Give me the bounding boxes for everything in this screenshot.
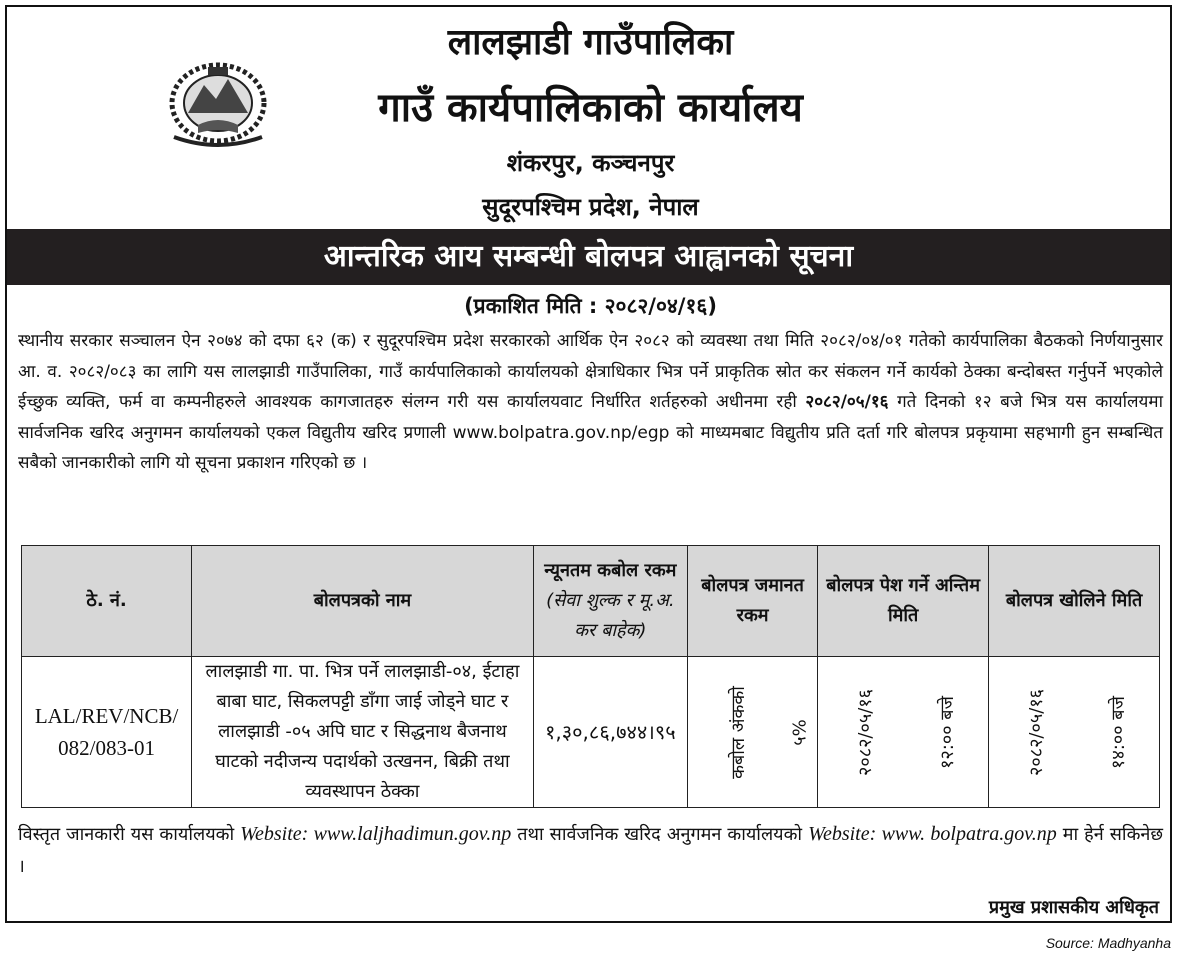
notice-body	[18, 326, 1163, 479]
table-row	[22, 657, 1160, 808]
cell-name: लालझाडी गा. पा. भित्र पर्ने लालझाडी-०४, ईटाहा बाबा घाट, सिकलपट्टी डाँगा जाई जोड्ने घाट र लालझाडी -०५ अपि घाट र सिद्धनाथ बैजनाथ घाटको नदीजन्य पदार्थको उत्खनन, बिक्री तथा व्यवस्थापन ठेक्का	[192, 657, 534, 808]
opening-date: २०८२/०५/१६	[1026, 688, 1048, 776]
guarantee-percent: ५%	[789, 718, 811, 746]
footer-text2: तथा सार्वजनिक खरिद अनुगमन कार्यालयको	[511, 824, 809, 845]
table-header-row	[22, 546, 1160, 657]
cell-guarantee	[687, 657, 817, 808]
body-part1: स्थानीय सरकार सञ्चालन ऐन २०७४ को दफा ६२ (क) र सुदूरपश्चिम प्रदेश सरकारको आर्थिक ऐन २०८२ को व्यवस्था तथा मिति २०८२/०४/०१ गतेको कार्यपालिका बैठकको निर्णयानुसार आ. व. २०८२/०८३ का लागि यस लालझाडी गाउँपालिका, गाउँ कार्यपालिकाको कार्यालयको क्षेत्राधिकार भित्र पर्ने प्राकृतिक स्रोत कर संकलन गर्ने कार्यको ठेक्का बन्दोबस्त गर्नुपर्ने भएकोले ईच्छुक व्यक्ति, फर्म वा कम्पनीहरुले आवश्यक कागजातहरु संलग्न गरी यस कार्यालयवाट निर्धारित शर्तहरुको अधीनमा रही	[18, 331, 1163, 413]
cell-amount: १,३०,८६,७४४।९५	[533, 657, 687, 808]
office-name: गाउँ कार्यपालिकाको कार्यालय	[378, 85, 803, 131]
footer-text1: विस्तृत जानकारी यस कार्यालयको	[18, 824, 241, 845]
footer-note	[18, 818, 1163, 883]
municipality-name: लालझाडी गाउँपालिका	[447, 22, 734, 63]
deadline-time: १२:०० बजे	[937, 695, 959, 769]
notice-title: आन्तरिक आय सम्बन्धी बोलपत्र आह्वानको सूचना	[7, 229, 1170, 285]
serial-part-b: 082/083-01	[58, 736, 155, 760]
cell-opening	[989, 657, 1160, 808]
signatory: प्रमुख प्रशासकीय अधिकृत	[988, 897, 1159, 918]
footer-text3: मा हेर्न सकिनेछ ।	[18, 824, 1164, 877]
source-credit: Source: Madhyanha	[1045, 935, 1171, 951]
col-amount	[533, 546, 687, 657]
office-address: शंकरपुर, कञ्चनपुर	[506, 149, 675, 177]
province-country: सुदूरपश्चिम प्रदेश, नेपाल	[482, 193, 699, 221]
col-amount-main: न्यूनतम कबोल रकम	[544, 560, 677, 581]
col-serial: ठे. नं.	[22, 546, 192, 657]
tender-table	[21, 545, 1160, 808]
col-guarantee: बोलपत्र जमानत रकम	[687, 546, 817, 657]
col-amount-note: (सेवा शुल्क र मू.अ. कर बाहेक)	[546, 590, 675, 641]
opening-time: १४:०० बजे	[1108, 695, 1130, 769]
deadline-date: २०८२/०५/१६	[855, 688, 877, 776]
serial-part-a: LAL/REV/NCB/	[34, 704, 179, 728]
body-part2: गते दिनको १२ बजे भित्र यस कार्यालयमा सार्वजनिक खरिद अनुगमन कार्यालयको एकल विद्युतीय खरिद प्रणाली www.bolpatra.gov.np/egp को माध्यमबाट विद्युतीय प्रति दर्ता गरि बोलपत्र प्रकृयामा सहभागी हुन सम्बन्धित सबैको जानकारीको लागि यो सूचना प्रकाशन गरिएको छ ।	[18, 392, 1163, 474]
cell-serial	[22, 657, 192, 808]
col-deadline: बोलपत्र पेश गर्ने अन्तिम मिति	[818, 546, 989, 657]
body-deadline: २०८२/०५/१६	[805, 392, 889, 413]
guarantee-text: कबोल अंकको	[727, 685, 749, 779]
footer-website-1[interactable]: Website: www.laljhadimun.gov.np	[240, 823, 512, 845]
col-opening: बोलपत्र खोलिने मिति	[989, 546, 1160, 657]
footer-website-2[interactable]: Website: www. bolpatra.gov.np	[808, 823, 1057, 845]
cell-deadline	[818, 657, 989, 808]
published-date: (प्रकाशित मिति : २०८२/०४/१६)	[464, 294, 717, 318]
col-name: बोलपत्रको नाम	[192, 546, 534, 657]
